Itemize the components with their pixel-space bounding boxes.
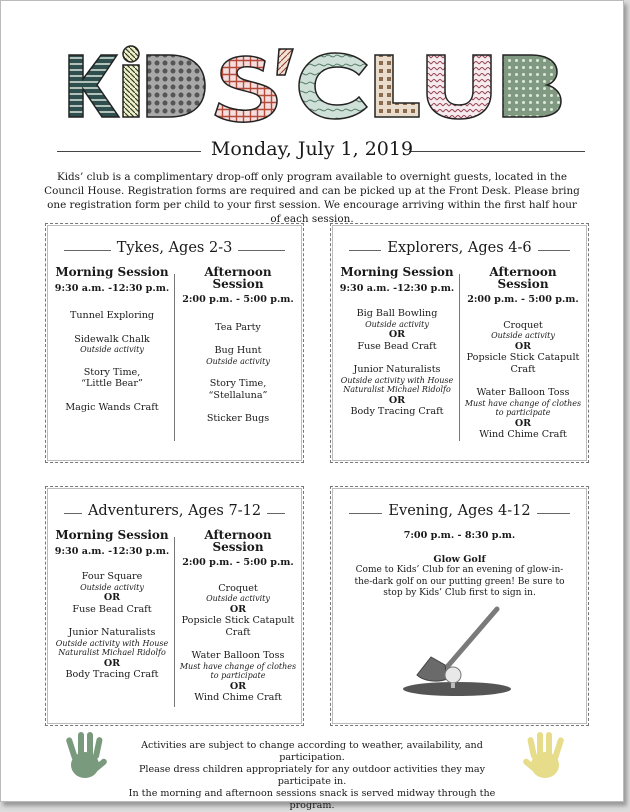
tykes-morning: Morning Session 9:30 a.m. -12:30 p.m. Tunnel Exploring Sidewalk Chalk Outside activity Story Time, “Little Bear” Magic Wands Craft [54,265,170,413]
activity: Croquet Outside activity OR Popsicle Stick Catapult Craft [181,582,295,638]
column-divider [174,274,175,441]
activity: Croquet Outside activity OR Popsicle Stick Catapult Craft [466,319,580,375]
kids-club-logo [65,43,565,127]
activity: Tunnel Exploring [69,310,155,321]
hand-print-green-icon [61,729,111,785]
evening-box [330,486,589,726]
intro-paragraph: Kids’ club is a complimentary drop-off only program available to overnight guests, located in the Council House. Registration forms are required and can be picked up at the Front Desk. Please bring one registration form per child to your first session. We encourage arriving within the first half hour of each session. [44,171,580,225]
box-title: Adventurers, Ages 7-12 [46,503,303,519]
activity: Sticker Bugs [206,413,270,424]
explorers-afternoon: Afternoon Session 2:00 p.m. - 5:00 p.m. Croquet Outside activity OR Popsicle Stick Catapult Craft Water Balloon Toss Must have change of clothes to participate OR Wind Chime Craft [464,265,582,440]
activity: Story Time, “Stellaluna” [208,378,268,401]
column-divider [459,274,460,441]
activity: Water Balloon Toss Must have change of clothes to participate OR Wind Chime Craft [464,387,582,440]
box-title: Explorers, Ages 4-6 [331,240,588,256]
activity: Story Time, “Little Bear” [81,366,143,389]
evening-description: Come to Kids’ Club for an evening of glow-in-the-dark golf on our putting green! Be sure to stop by Kids’ Club first to sign in. [354,565,565,598]
explorers-morning: Morning Session 9:30 a.m. -12:30 p.m. Big Ball Bowling Outside activity OR Fuse Bead Craft Junior Naturalists Outside activity with House Naturalist Michael Ridolfo OR Body Tracing Craft [339,265,455,417]
golf-club-illustration [401,605,521,697]
adventurers-morning: Morning Session 9:30 a.m. -12:30 p.m. Four Square Outside activity OR Fuse Bead Craft Junior Naturalists Outside activity with House Naturalist Michael Ridolfo OR Body Tracing Craft [54,528,170,680]
adventurers-box [45,486,304,726]
activity: Four Square Outside activity OR Fuse Bead Craft [72,571,152,615]
tykes-afternoon: Afternoon Session 2:00 p.m. - 5:00 p.m. Tea Party Bug Hunt Outside activity Story Time, “Stellaluna” Sticker Bugs [178,267,298,425]
box-title: Evening, Ages 4-12 [331,503,588,519]
activity: Tea Party [215,321,261,333]
box-title: Tykes, Ages 2-3 [46,240,303,256]
evening-activity: Glow Golf [433,553,486,565]
adventurers-afternoon: Afternoon Session 2:00 p.m. - 5:00 p.m. Croquet Outside activity OR Popsicle Stick Catapult Craft Water Balloon Toss Must have change of clothes to participate OR Wind Chime Craft [179,528,297,703]
activity: Big Ball Bowling Outside activity OR Fuse Bead Craft [356,308,438,352]
explorers-box [330,223,589,463]
activity: Bug Hunt Outside activity [206,345,270,366]
event-date: Monday, July 1, 2019 [210,138,414,160]
footer-notes: Activities are subject to change according to weather, availability, and participation. Please dress children appropriately for any outdoor activities they may participate in. In the morning and afternoon sessions snack is served midway through the program. [128,740,496,811]
column-divider [174,537,175,707]
activity: Sidewalk Chalk Outside activity [74,333,150,354]
hand-print-yellow-icon [519,729,569,785]
tykes-box [45,223,304,463]
evening-details: 7:00 p.m. - 8:30 p.m. Glow Golf Come to Kids’ Club for an evening of glow-in-the-dark golf on our putting green! Be sure to stop by Kids’ Club first to sign in. [345,530,574,600]
activity: Magic Wands Craft [65,401,159,413]
activity: Water Balloon Toss Must have change of clothes to participate OR Wind Chime Craft [179,650,297,703]
activity: Junior Naturalists Outside activity with House Naturalist Michael Ridolfo OR Body Tracing Craft [55,627,169,680]
activity: Junior Naturalists Outside activity with House Naturalist Michael Ridolfo OR Body Tracing Craft [340,364,454,417]
